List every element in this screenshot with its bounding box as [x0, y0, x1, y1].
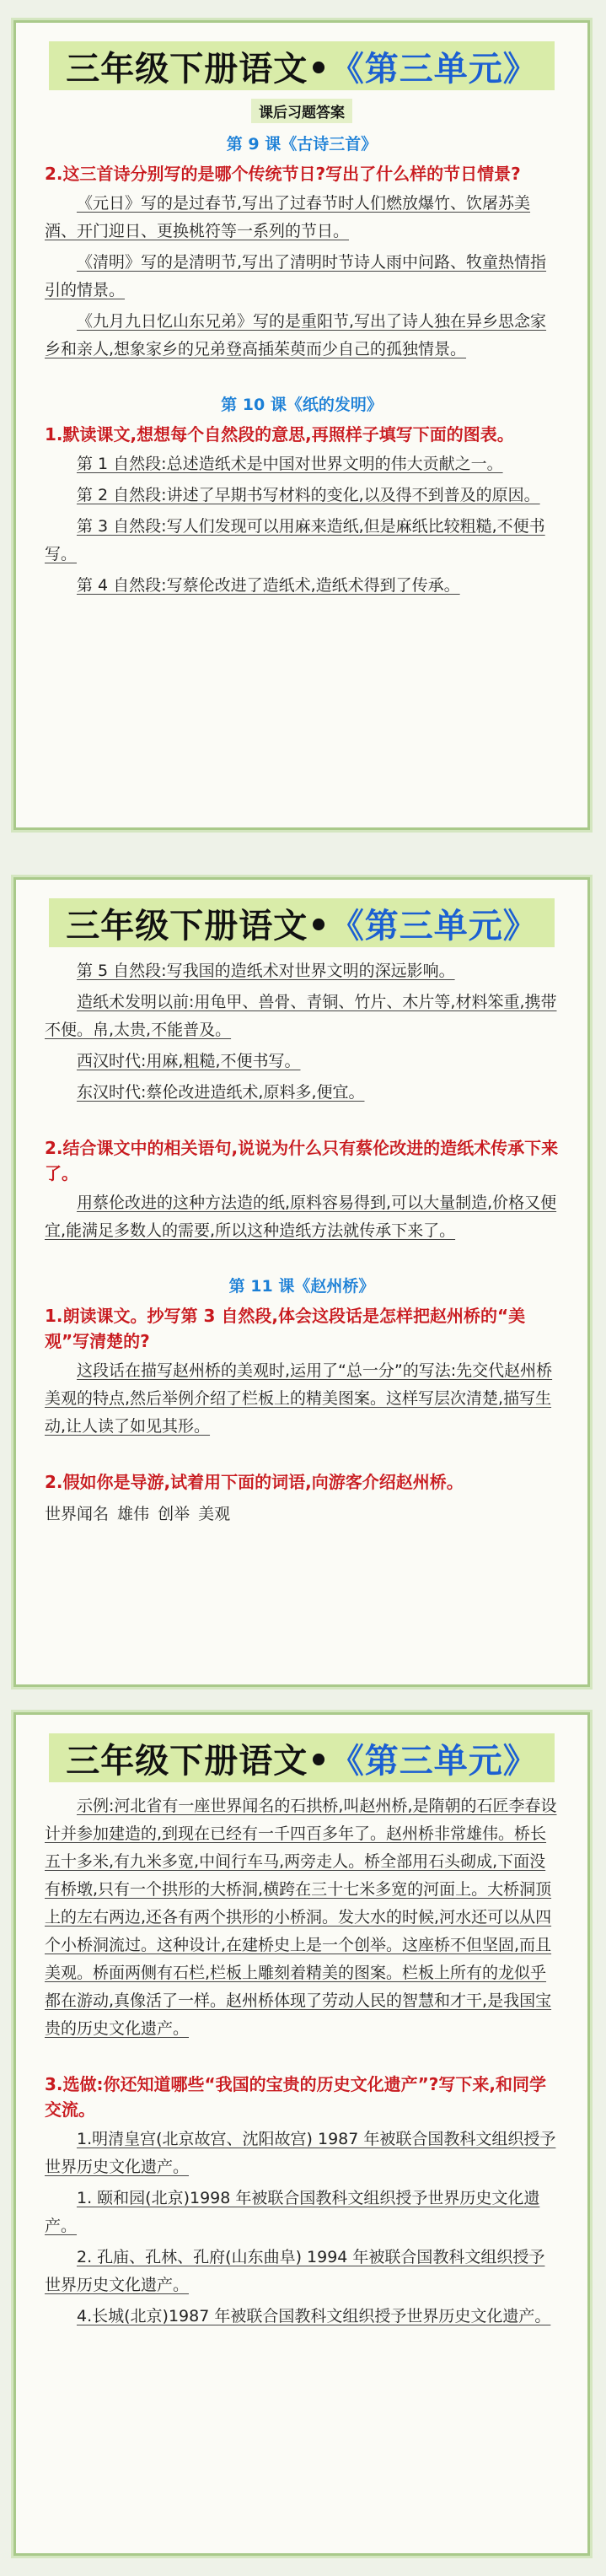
title-main: 三年级下册语文•	[66, 1741, 330, 1781]
question: 2.这三首诗分别写的是哪个传统节日?写出了什么样的节日情景?	[45, 164, 521, 184]
answer-paragraph: 这段话在描写赵州桥的美观时,运用了“总一分”的写法:先交代赵州桥美观的特点,然后举例介绍了栏板上的精美图案。这样写层次清楚,描写生动,让人读了如见其形。	[45, 1361, 553, 1436]
title-unit: 《第三单元》	[330, 906, 538, 946]
answer-paragraph: 4.长城(北京)1987 年被联合国教科文组织授予世界历史文化遗产。	[77, 2307, 551, 2325]
page-3	[13, 1712, 590, 2556]
title-main: 三年级下册语文•	[66, 49, 330, 89]
answer-paragraph: 用蔡伦改进的这种方法造的纸,原料容易得到,可以大量制造,价格又便宜,能满足多数人的需要,所以这种造纸方法就传承下来了。	[45, 1194, 557, 1240]
title-unit: 《第三单元》	[330, 49, 538, 89]
answer-paragraph: 1. 颐和园(北京)1998 年被联合国教科文组织授予世界历史文化遗产。	[45, 2189, 540, 2235]
title-unit: 《第三单元》	[330, 1741, 538, 1781]
question: 1.默读课文,想想每个自然段的意思,再照样子填写下面的图表。	[45, 424, 514, 445]
page-2	[13, 877, 590, 1687]
subtitle: 课后习题答案	[251, 99, 352, 123]
answer-paragraph: 西汉时代:用麻,粗糙,不便书写。	[77, 1052, 301, 1070]
answer-paragraph: 第 4 自然段:写蔡伦改进了造纸术,造纸术得到了传承。	[77, 576, 460, 595]
title-banner	[49, 898, 555, 947]
answer-paragraph: 2. 孔庙、孔林、孔府(山东曲阜) 1994 年被联合国教科文组织授予世界历史文化遗产。	[45, 2248, 545, 2294]
page-1	[13, 20, 590, 830]
lesson-heading: 第 11 课《赵州桥》	[228, 1277, 375, 1296]
answer-paragraph: 第 5 自然段:写我国的造纸术对世界文明的深远影响。	[77, 962, 455, 980]
answer-paragraph: 东汉时代:蔡伦改进造纸术,原料多,便宜。	[77, 1083, 365, 1102]
lesson-heading: 第 9 课《古诗三首》	[226, 135, 378, 154]
answer-paragraph: 造纸术发明以前:用龟甲、兽骨、青铜、竹片、木片等,材料笨重,携带不便。帛,太贵,不能普及。	[45, 993, 557, 1039]
lesson-heading: 第 10 课《纸的发明》	[221, 396, 383, 414]
question: 3.选做:你还知道哪些“我国的宝贵的历史文化遗产”?写下来,和同学交流。	[45, 2074, 546, 2120]
question: 2.结合课文中的相关语句,说说为什么只有蔡伦改进的造纸术传承下来了。	[45, 1138, 559, 1183]
title-banner	[49, 1733, 555, 1782]
answer-paragraph: 第 2 自然段:讲述了早期书写材料的变化,以及得不到普及的原因。	[77, 486, 540, 504]
answer-paragraph: 《清明》写的是清明节,写出了清明时节诗人雨中问路、牧童热情指引的情景。	[45, 253, 547, 299]
answer-paragraph: 《九月九日忆山东兄弟》写的是重阳节,写出了诗人独在异乡思念家乡和亲人,想象家乡的兄弟登高插茱萸而少自己的孤独情景。	[45, 312, 547, 358]
answer-paragraph: 1.明清皇宫(北京故宫、沈阳故宫) 1987 年被联合国教科文组织授予世界历史文化遗产。	[45, 2130, 556, 2176]
answer-paragraph: 《元日》写的是过春节,写出了过春节时人们燃放爆竹、饮屠苏美酒、开门迎日、更换桃符等一系列的节日。	[45, 194, 531, 240]
answer-paragraph: 第 1 自然段:总述造纸术是中国对世界文明的伟大贡献之一。	[77, 455, 503, 473]
answer-paragraph: 示例:河北省有一座世界闻名的石拱桥,叫赵州桥,是隋朝的石匠李春设计并参加建造的,到现在已经有一千四百多年了。赵州桥非常雄伟。桥长五十多米,有九米多宽,中间行车马,两旁走人。桥全部用石头砌成,下面没有桥墩,只有一个拱形的大桥洞,横跨在三十七米多宽的河面上。大桥洞顶上的左右两边,还各有两个拱形的小桥洞。发大水的时候,河水还可以从四个小桥洞流过。这种设计,在建桥史上是一个创举。这座桥不但坚固,而且美观。桥面两侧有石栏,栏板上雕刻着精美的图案。栏板上所有的龙似乎都在游动,真像活了一样。赵州桥体现了劳动人民的智慧和才干,是我国宝贵的历史文化遗产。	[45, 1797, 557, 2038]
question: 2.假如你是导游,试着用下面的词语,向游客介绍赵州桥。	[45, 1472, 464, 1492]
title-main: 三年级下册语文•	[66, 906, 330, 946]
answer-paragraph: 第 3 自然段:写人们发现可以用麻来造纸,但是麻纸比较粗糙,不便书写。	[45, 517, 545, 563]
title-banner	[49, 41, 555, 90]
word-list: 世界闻名 雄伟 创举 美观	[45, 1505, 231, 1523]
question: 1.朗读课文。抄写第 3 自然段,体会这段话是怎样把赵州桥的“美观”写清楚的?	[45, 1306, 526, 1351]
